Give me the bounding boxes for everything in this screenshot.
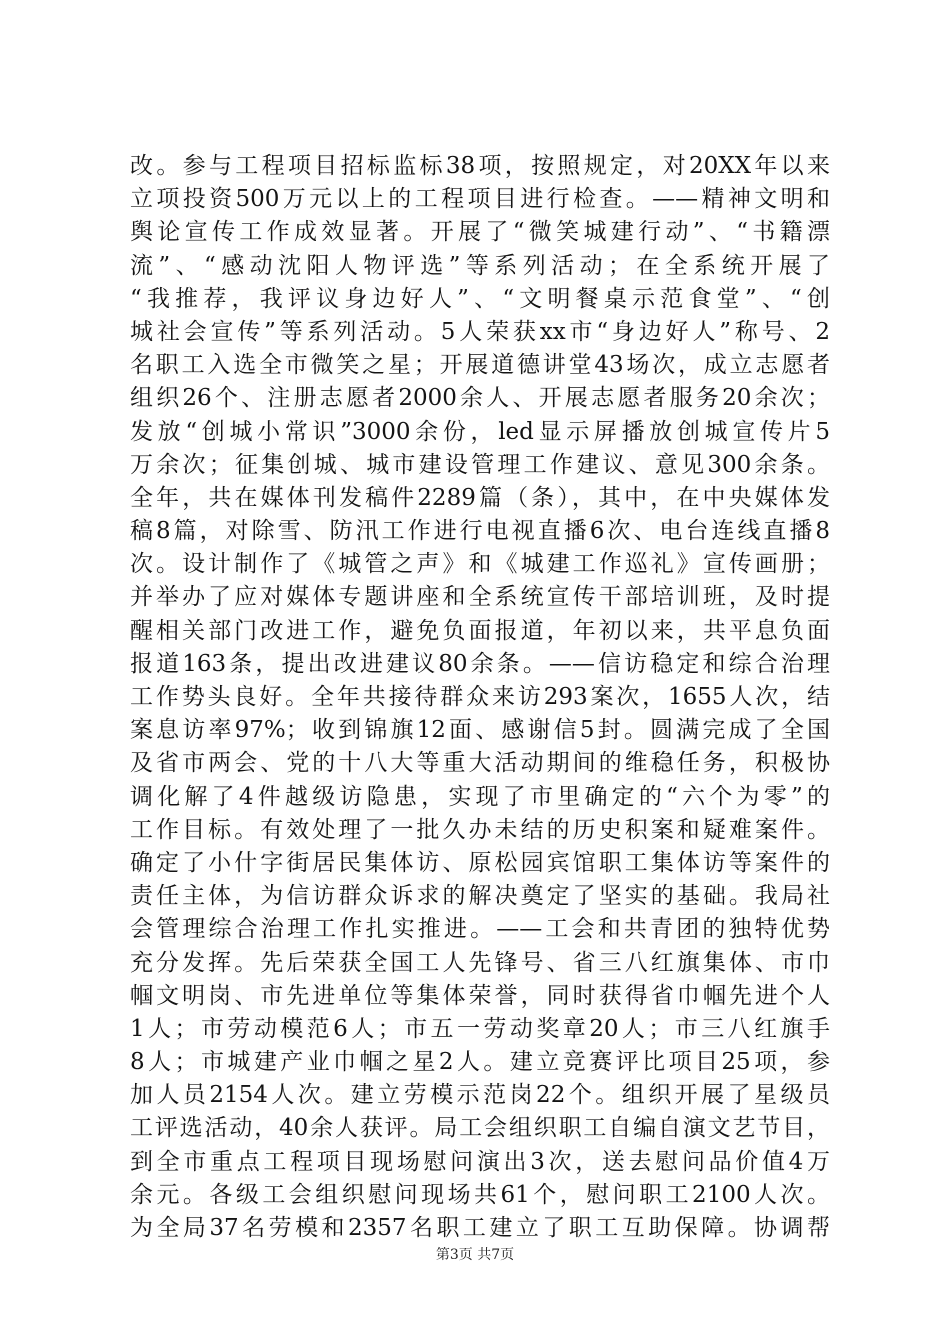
- text-line: 舆论宣传工作成效显著。开展了“微笑城建行动”、“书籍漂: [130, 219, 830, 246]
- text-line: 余元。各级工会组织慰问现场共61个，慰问职工2100人次。: [130, 1181, 830, 1208]
- text-line: 名职工入选全市微笑之星；开展道德讲堂43场次，成立志愿者: [130, 352, 830, 379]
- text-line: 城社会宣传”等系列活动。5人荣获xx市“身边好人”称号、2: [130, 318, 830, 345]
- page-number-footer: 第3页 共7页: [435, 1247, 515, 1263]
- text-line: 稿8篇，对除雪、防汛工作进行电视直播6次、电台连线直播8: [130, 518, 830, 545]
- text-line: 会管理综合治理工作扎实推进。——工会和共青团的独特优势: [130, 916, 830, 943]
- text-line: 工评选活动，40余人获评。局工会组织职工自编自演文艺节目，: [130, 1115, 830, 1142]
- text-line: 报道163条，提出改进建议80余条。——信访稳定和综合治理: [130, 650, 830, 677]
- text-line: 次。设计制作了《城管之声》和《城建工作巡礼》宣传画册；: [130, 551, 830, 578]
- text-line: 流”、“感动沈阳人物评选”等系列活动；在全系统开展了: [130, 252, 830, 279]
- text-line: 并举办了应对媒体专题讲座和全系统宣传干部培训班，及时提: [130, 584, 830, 611]
- text-line: 为全局37名劳模和2357名职工建立了职工互助保障。协调帮: [130, 1215, 830, 1241]
- text-line: 1人；市劳动模范6人；市五一劳动奖章20人；市三八红旗手: [130, 1015, 830, 1042]
- text-line: 加人员2154人次。建立劳模示范岗22个。组织开展了星级员: [130, 1082, 830, 1109]
- body-text: [130, 150, 830, 1245]
- text-line: 及省市两会、党的十八大等重大活动期间的维稳任务，积极协: [130, 750, 830, 777]
- text-line: 工作目标。有效处理了一批久办未结的历史积案和疑难案件。: [130, 816, 830, 843]
- text-line: 工作势头良好。全年共接待群众来访293案次，1655人次，结: [130, 684, 830, 710]
- text-line: 充分发挥。先后荣获全国工人先锋号、省三八红旗集体、市巾: [130, 949, 830, 976]
- text-line: 组织26个、注册志愿者2000余人、开展志愿者服务20余次；: [130, 385, 830, 412]
- text-line: 帼文明岗、市先进单位等集体荣誉，同时获得省巾帼先进个人: [130, 982, 830, 1009]
- text-line: 改。参与工程项目招标监标38项，按照规定，对20XX年以来: [130, 153, 830, 179]
- text-line: 醒相关部门改进工作，避免负面报道，年初以来，共平息负面: [130, 617, 830, 644]
- text-line: 调化解了4件越级访隐患，实现了市里确定的“六个为零”的: [130, 783, 830, 810]
- text-line: 到全市重点工程项目现场慰问演出3次，送去慰问品价值4万: [130, 1148, 830, 1175]
- text-line: 万余次；征集创城、城市建设管理工作建议、意见300余条。: [130, 451, 830, 478]
- text-line: 立项投资500万元以上的工程项目进行检查。——精神文明和: [130, 186, 830, 213]
- text-line: 责任主体，为信访群众诉求的解决奠定了坚实的基础。我局社: [130, 883, 830, 910]
- text-line: 发放“创城小常识”3000余份，led显示屏播放创城宣传片5: [130, 418, 830, 445]
- text-line: “我推荐，我评议身边好人”、“文明餐桌示范食堂”、“创: [130, 285, 830, 312]
- text-line: 8人；市城建产业巾帼之星2人。建立竞赛评比项目25项，参: [130, 1049, 830, 1076]
- text-line: 全年，共在媒体刊发稿件2289篇（条），其中，在中央媒体发: [130, 484, 830, 511]
- text-line: 案息访率97%；收到锦旗12面、感谢信5封。圆满完成了全国: [130, 717, 830, 744]
- text-line: 确定了小什字街居民集体访、原松园宾馆职工集体访等案件的: [130, 849, 830, 876]
